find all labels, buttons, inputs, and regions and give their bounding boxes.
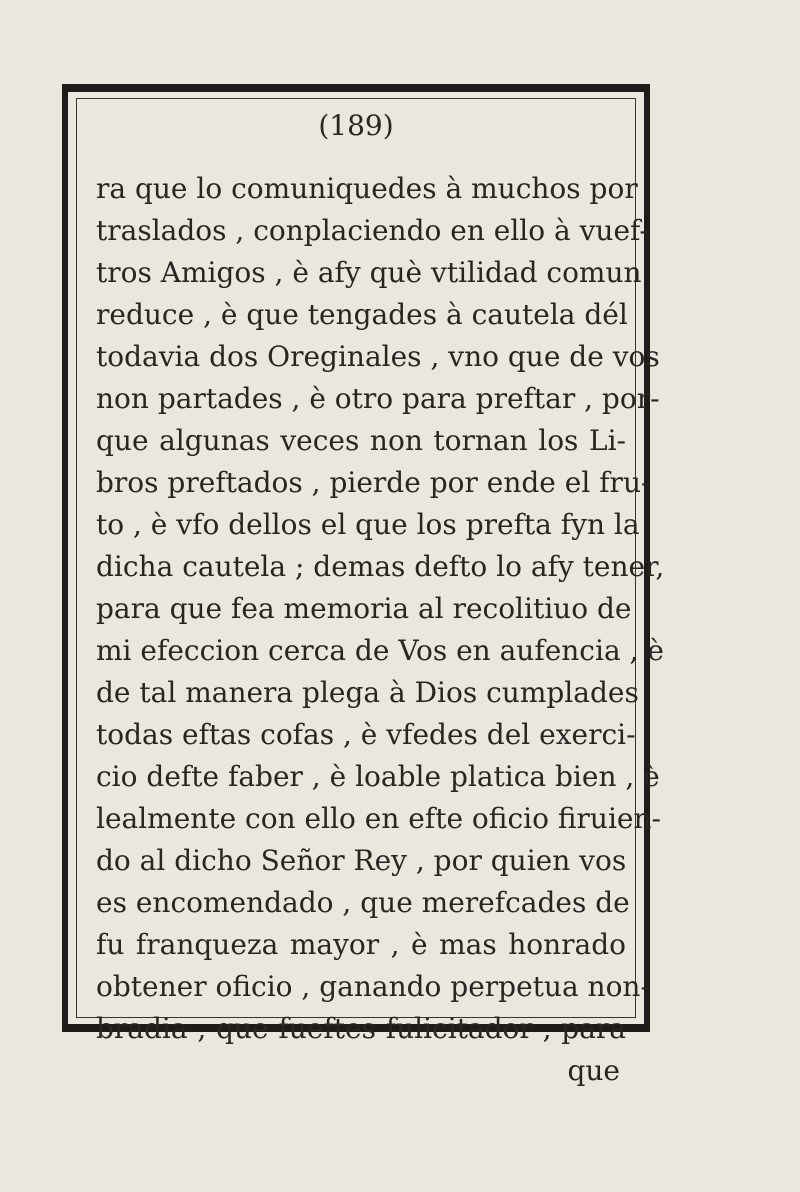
text-line: mi efeccion cerca de Vos en aufencia , è: [96, 634, 664, 667]
text-line: todavia dos Oreginales , vno que de vos: [96, 340, 660, 373]
text-line: obtener oficio , ganando perpetua non-: [96, 970, 650, 1003]
page-border: [62, 84, 665, 1087]
text-line: para que fea memoria al recolitiuo de: [96, 592, 632, 625]
text-line: es encomendado , que merefcades de: [96, 886, 630, 919]
page-number: (189): [318, 109, 394, 142]
body-text: [96, 168, 665, 1092]
text-line: fu franqueza mayor , è mas honrado: [96, 928, 626, 961]
text-line: traslados , conplaciendo en ello à vuef-: [96, 214, 649, 247]
text-line: dicha cautela ; demas defto lo afy tener,: [96, 550, 665, 583]
text-line: reduce , è que tengades à cautela dél: [96, 298, 628, 331]
text-line: que algunas veces non tornan los Li-: [96, 424, 626, 457]
text-line: todas eftas cofas , è vfedes del exerci-: [96, 718, 636, 751]
text-line: non partades , è otro para preftar , por-: [96, 382, 660, 415]
text-line: ra que lo comuniquedes à muchos por: [96, 172, 638, 205]
catchword: que: [567, 1054, 620, 1087]
text-line: bradia , que fueftes fulicitador , para: [96, 1012, 626, 1045]
text-line: do al dicho Señor Rey , por quien vos: [96, 844, 627, 877]
text-line: bros preftados , pierde por ende el fru-: [96, 466, 651, 499]
text-line: cio defte faber , è loable platica bien , è: [96, 760, 660, 793]
text-line: de tal manera plega à Dios cumplades: [96, 676, 639, 709]
text-line: to , è vfo dellos el que los prefta fyn la: [96, 508, 640, 541]
text-line: lealmente con ello en efte oficio firuien-: [96, 802, 661, 835]
text-line: tros Amigos , è afy què vtilidad comun: [96, 256, 642, 289]
